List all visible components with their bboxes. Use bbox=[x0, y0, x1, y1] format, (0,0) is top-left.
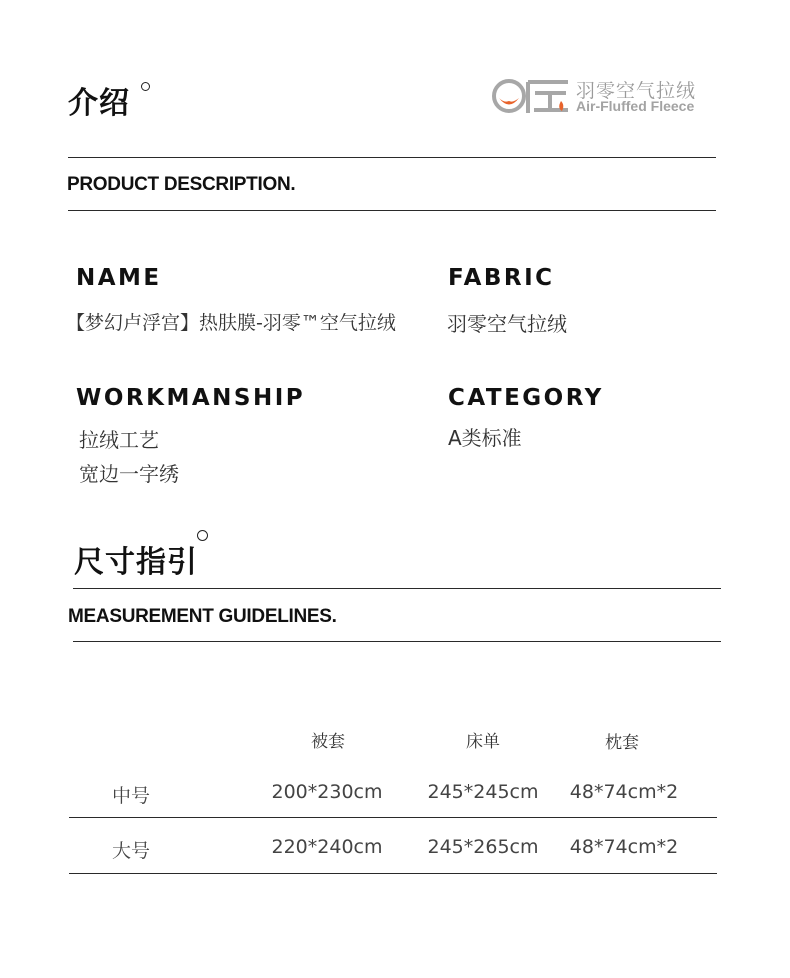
divider bbox=[68, 157, 716, 158]
table-cell: 200*230cm bbox=[271, 781, 383, 803]
table-header: 枕套 bbox=[605, 733, 639, 753]
brand-name-en: Air-Fluffed Fleece bbox=[576, 98, 695, 114]
category-value: A类标准 bbox=[448, 426, 522, 450]
size-subtitle: MEASUREMENT GUIDELINES. bbox=[68, 606, 337, 627]
workmanship-label: WORKMANSHIP bbox=[76, 385, 306, 411]
circle-icon bbox=[197, 530, 208, 541]
table-cell: 48*74cm*2 bbox=[569, 836, 679, 858]
table-cell: 245*245cm bbox=[427, 781, 539, 803]
table-cell: 220*240cm bbox=[271, 836, 383, 858]
name-label: NAME bbox=[76, 265, 162, 291]
brand-logo bbox=[490, 76, 705, 116]
table-cell: 48*74cm*2 bbox=[569, 781, 679, 803]
intro-title: 介绍 bbox=[68, 86, 130, 121]
workmanship-value: 宽边一字绣 bbox=[79, 462, 179, 486]
circle-icon bbox=[141, 82, 150, 91]
divider bbox=[73, 641, 721, 642]
divider bbox=[69, 817, 717, 818]
divider bbox=[68, 210, 716, 211]
workmanship-value: 拉绒工艺 bbox=[79, 428, 159, 452]
brand-logo-mark-icon bbox=[490, 77, 572, 115]
table-cell: 245*265cm bbox=[427, 836, 539, 858]
size-title: 尺寸指引 bbox=[74, 545, 198, 580]
fabric-label: FABRIC bbox=[448, 265, 555, 291]
table-row-name: 中号 bbox=[112, 785, 151, 807]
table-header: 床单 bbox=[466, 732, 500, 752]
brand-name-cn: 羽零空气拉绒 bbox=[576, 80, 697, 102]
fabric-value: 羽零空气拉绒 bbox=[447, 312, 567, 336]
divider bbox=[69, 873, 717, 874]
table-row-name: 大号 bbox=[112, 840, 151, 862]
table-header: 被套 bbox=[311, 732, 345, 752]
divider bbox=[73, 588, 721, 589]
name-value: 【梦幻卢浮宫】热肤膜-羽零™空气拉绒 bbox=[66, 312, 396, 334]
category-label: CATEGORY bbox=[448, 385, 604, 411]
intro-subtitle: PRODUCT DESCRIPTION. bbox=[67, 174, 296, 195]
